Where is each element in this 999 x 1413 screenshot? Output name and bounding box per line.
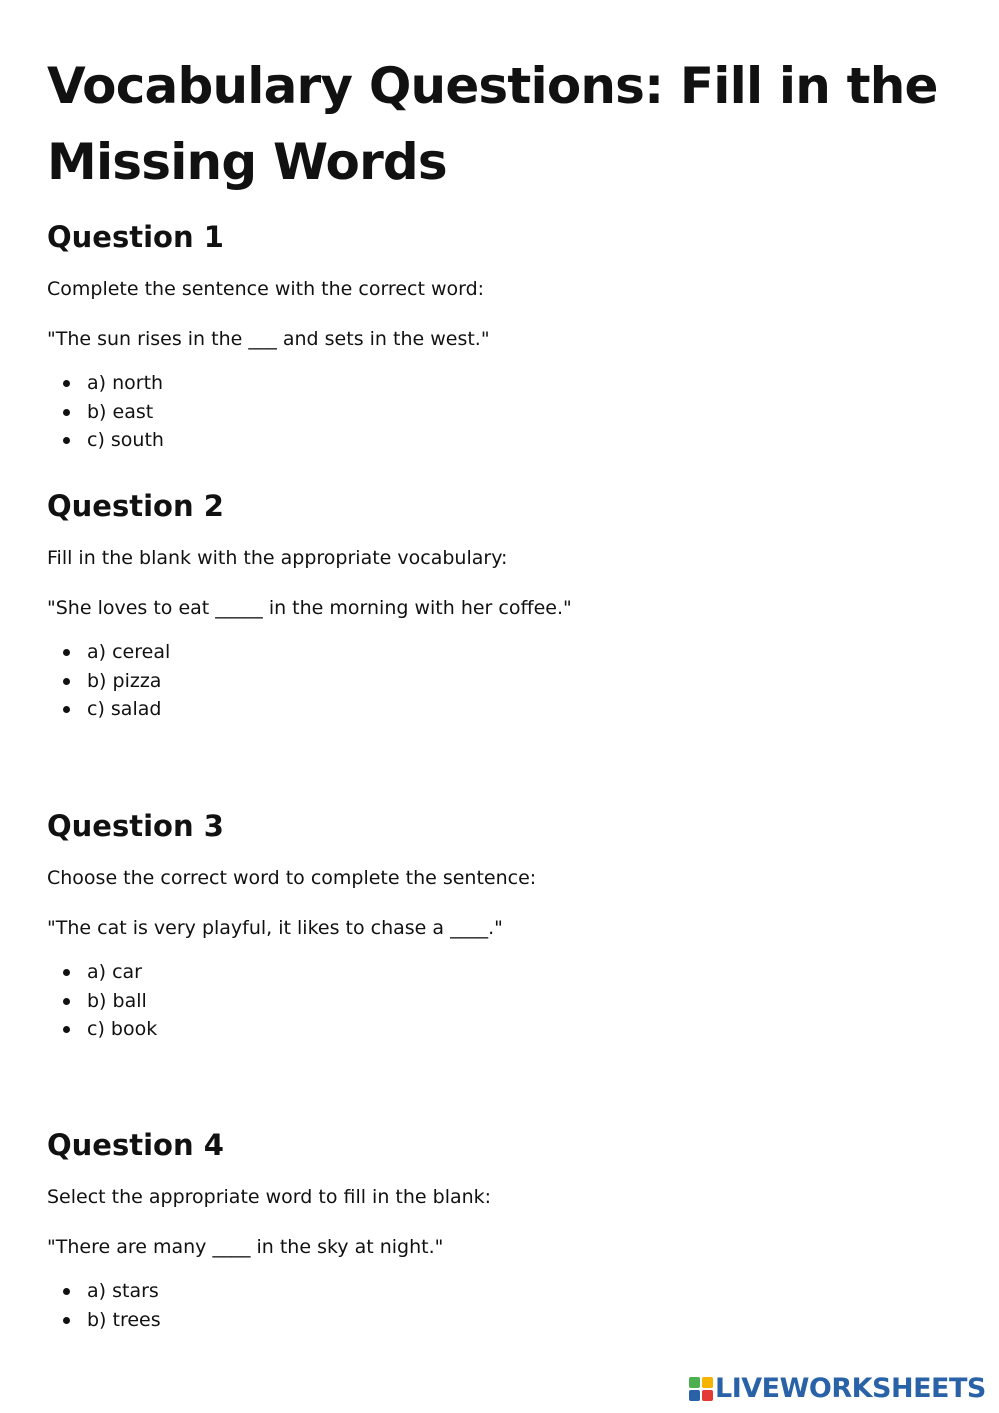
bullet-icon [63, 706, 70, 713]
answer-option[interactable] [47, 987, 157, 1016]
bullet-icon [63, 1026, 70, 1033]
answer-option[interactable] [47, 958, 157, 987]
answer-option-label: b) ball [87, 989, 147, 1012]
bullet-icon [63, 380, 70, 387]
question-heading: Question 1 [47, 220, 224, 254]
question-heading: Question 4 [47, 1128, 224, 1162]
answer-options [47, 638, 170, 724]
answer-option[interactable] [47, 426, 164, 455]
answer-option-label: a) stars [87, 1280, 159, 1302]
logo-square [689, 1390, 700, 1401]
answer-option[interactable] [47, 638, 170, 667]
answer-option-label: b) pizza [87, 669, 162, 692]
answer-option-label: c) south [87, 429, 164, 451]
answer-option-label: b) east [87, 400, 154, 423]
logo-square [702, 1390, 713, 1401]
answer-options [47, 958, 157, 1044]
question-prompt: Choose the correct word to complete the sentence: [47, 867, 537, 889]
answer-option[interactable] [47, 667, 170, 696]
question-prompt: Fill in the blank with the appropriate vocabulary: [47, 547, 508, 569]
brand-name: LIVEWORKSHEETS [715, 1373, 986, 1404]
bullet-icon [63, 678, 70, 685]
answer-option-label: c) book [87, 1018, 158, 1040]
bullet-icon [63, 649, 70, 656]
page-title: Vocabulary Questions: Fill in the Missing Words [47, 57, 938, 191]
logo-square [689, 1377, 700, 1388]
bullet-icon [63, 437, 70, 444]
question-prompt: Select the appropriate word to fill in the blank: [47, 1186, 492, 1208]
logo-square [702, 1377, 713, 1388]
answer-option[interactable] [47, 398, 164, 427]
answer-options [47, 369, 164, 455]
bullet-icon [63, 969, 70, 976]
question-prompt: Complete the sentence with the correct word: [47, 278, 485, 300]
question-sentence: "The sun rises in the ___ and sets in the west." [47, 328, 490, 350]
bullet-icon [63, 1288, 70, 1295]
answer-option[interactable] [47, 1277, 161, 1306]
answer-option[interactable] [47, 1015, 157, 1044]
answer-option[interactable] [47, 369, 164, 398]
answer-option[interactable] [47, 1306, 161, 1335]
answer-options [47, 1277, 161, 1334]
question-heading: Question 3 [47, 809, 224, 843]
answer-option[interactable] [47, 695, 170, 724]
bullet-icon [63, 409, 70, 416]
bullet-icon [63, 1317, 70, 1324]
answer-option-label: b) trees [87, 1308, 161, 1331]
bullet-icon [63, 998, 70, 1005]
liveworksheets-logo-icon [689, 1377, 713, 1401]
question-sentence: "There are many ____ in the sky at night." [47, 1236, 444, 1258]
liveworksheets-brand [689, 1372, 986, 1406]
question-sentence: "She loves to eat _____ in the morning with her coffee." [47, 597, 572, 619]
question-sentence: "The cat is very playful, it likes to chase a ____." [47, 917, 503, 939]
answer-option-label: a) car [87, 961, 142, 983]
question-heading: Question 2 [47, 489, 224, 523]
answer-option-label: a) cereal [87, 641, 171, 663]
answer-option-label: a) north [87, 372, 164, 394]
answer-option-label: c) salad [87, 698, 162, 720]
